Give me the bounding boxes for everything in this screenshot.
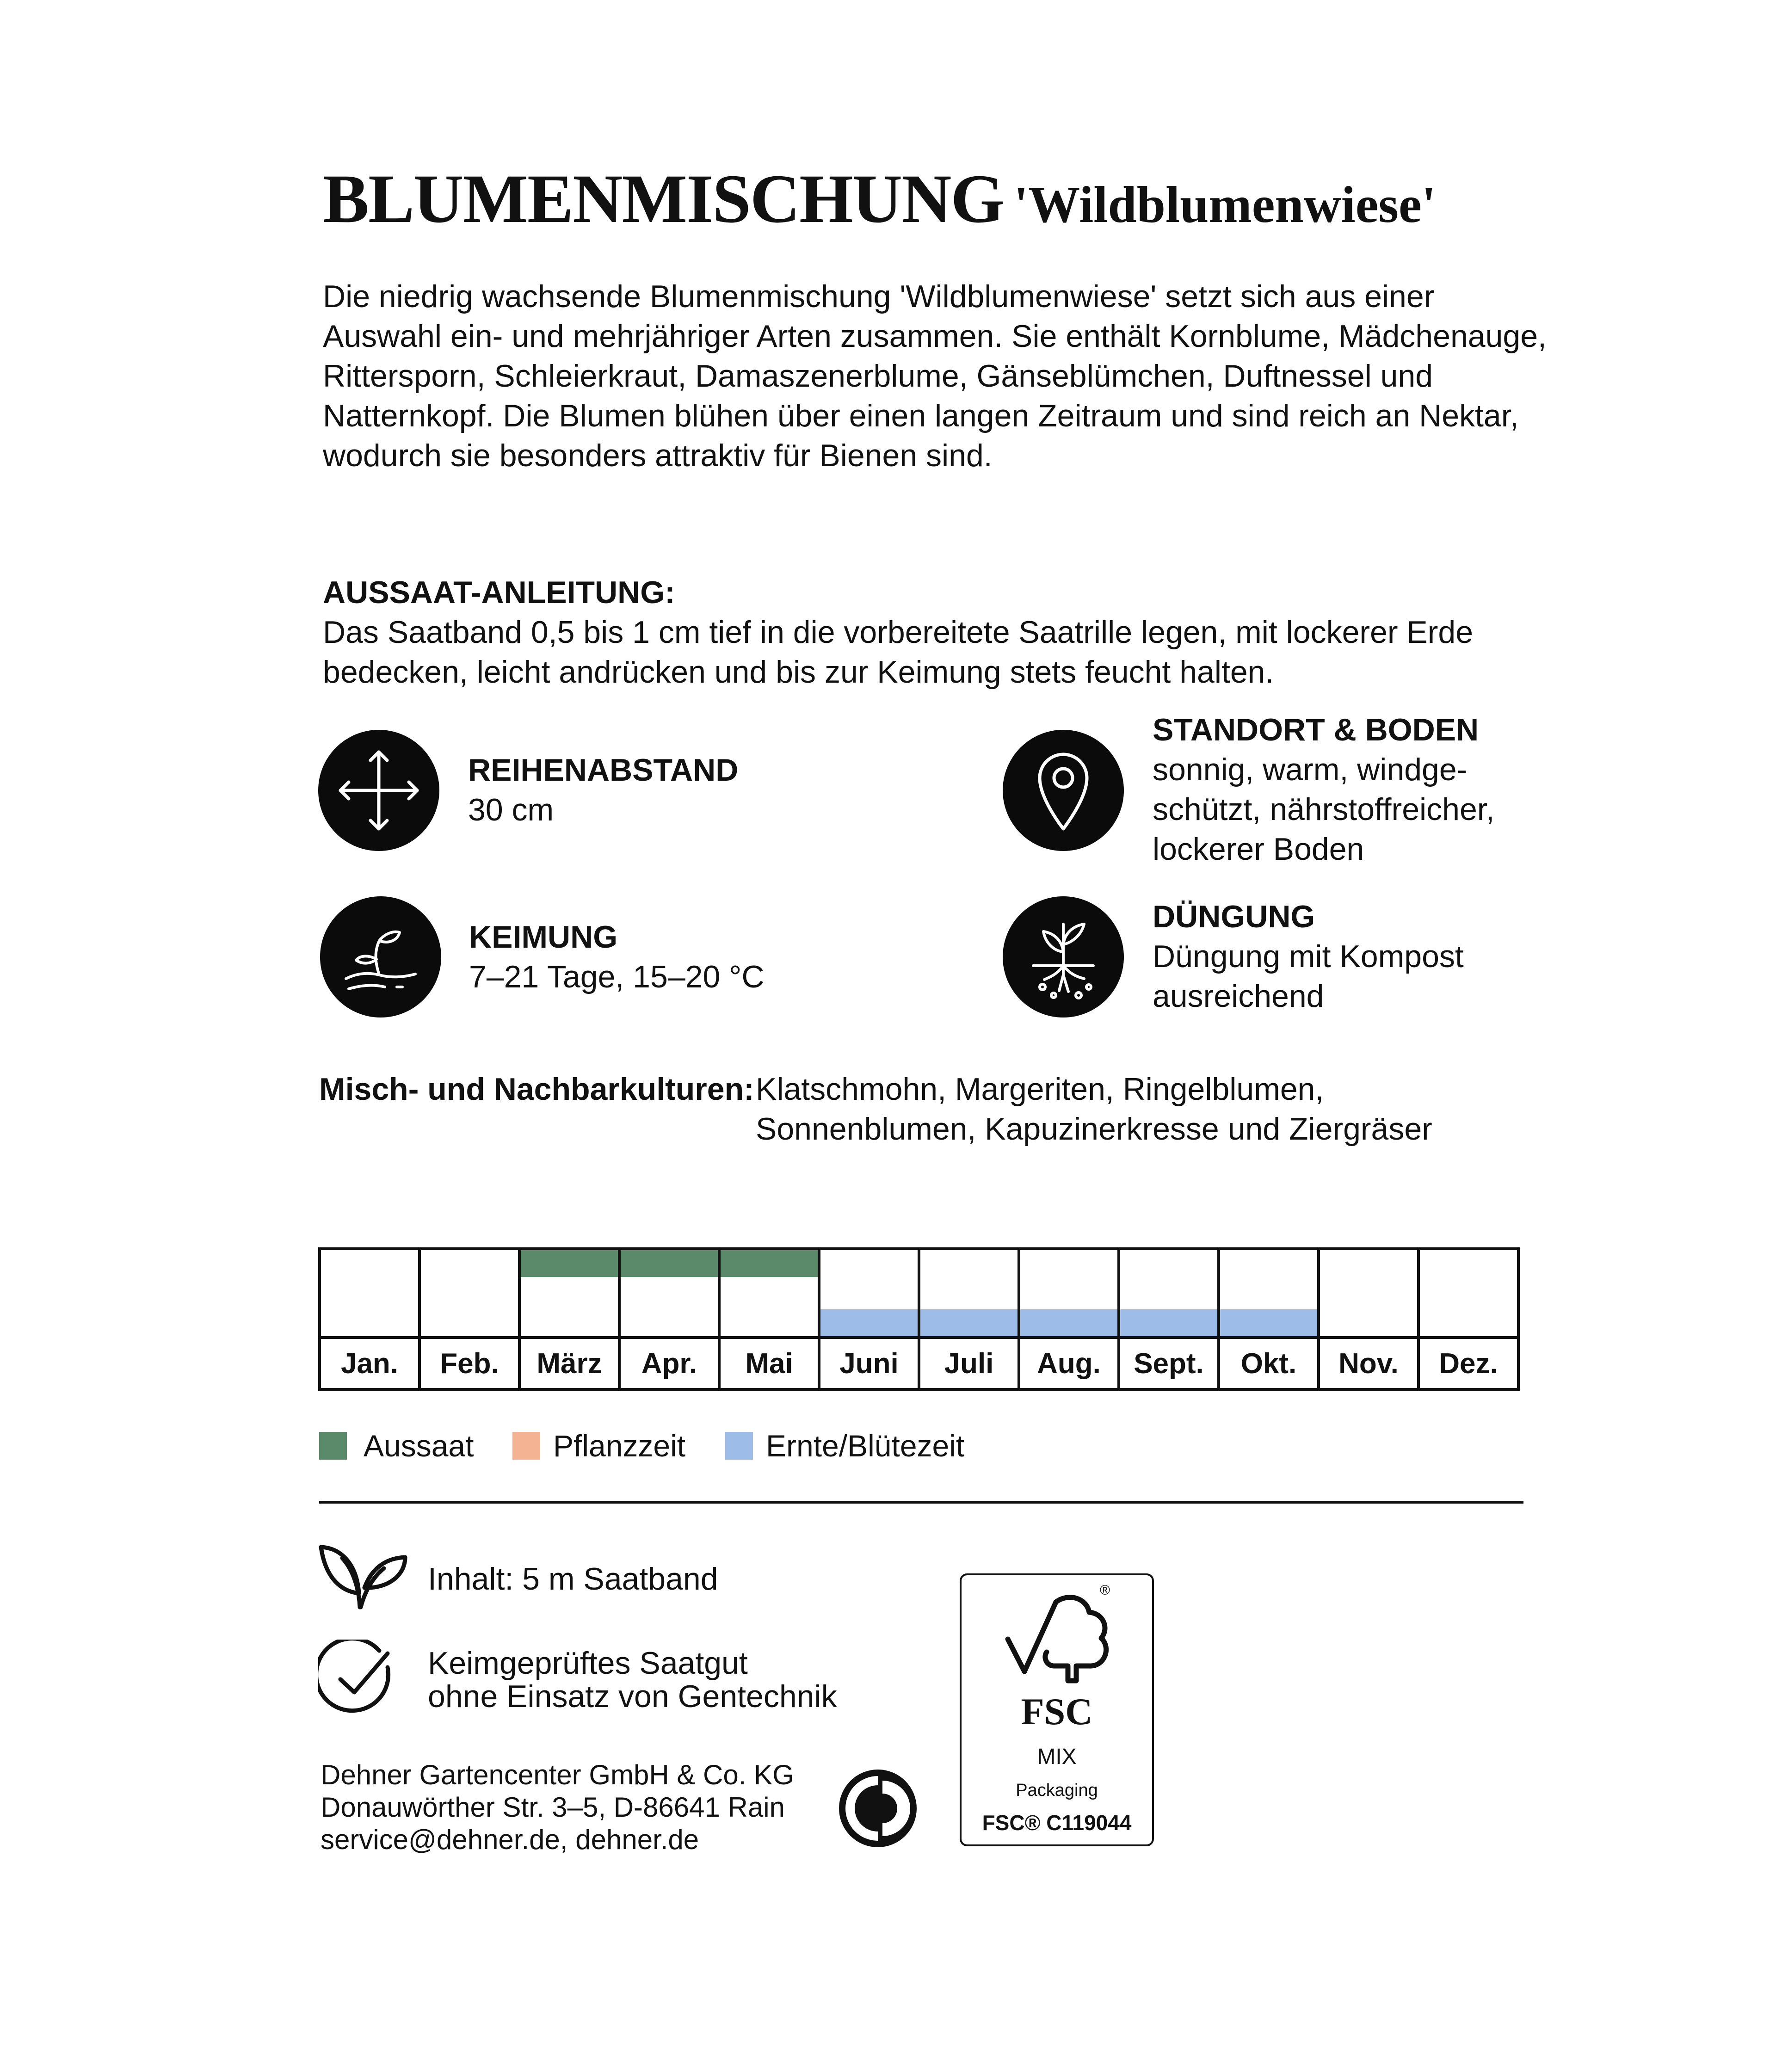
row-spacing-value: 30 cm	[468, 792, 554, 827]
companion-line: Sonnenblumen, Kapuzinerkresse und Ziergräser	[756, 1111, 1432, 1147]
move-arrows-icon	[318, 730, 439, 851]
legend-label: Aussaat	[364, 1429, 474, 1463]
sowing-period-bar	[521, 1250, 618, 1277]
fertilizer-info	[1153, 897, 1464, 1016]
location-info	[1153, 710, 1495, 869]
month-label: Dez.	[1418, 1338, 1518, 1389]
legend-swatch-sowing	[319, 1432, 347, 1460]
bloom-period-bar	[1020, 1309, 1117, 1336]
sowing-line: bedecken, leicht andrücken und bis zur Keimung stets feucht halten.	[323, 654, 1274, 690]
plant-roots-icon	[1003, 896, 1124, 1018]
calendar-cell	[1418, 1249, 1518, 1338]
leaf-icon	[314, 1538, 412, 1616]
sprout-icon	[320, 896, 441, 1018]
sowing-period-bar	[621, 1250, 718, 1277]
calendar-cell	[419, 1249, 519, 1338]
month-label: Juni	[819, 1338, 919, 1389]
location-line: lockerer Boden	[1153, 832, 1364, 867]
germination-value: 7–21 Tage, 15–20 °C	[469, 959, 765, 994]
quality-line: ohne Einsatz von Gentechnik	[428, 1679, 837, 1714]
calendar-cell	[719, 1249, 819, 1338]
intro-text	[323, 277, 1572, 475]
calendar-cell	[619, 1249, 719, 1338]
product-title	[323, 160, 1436, 237]
legend-swatch-bloom	[725, 1432, 753, 1460]
fertilizer-line: Düngung mit Kompost	[1153, 939, 1464, 974]
sowing-instructions	[323, 573, 1572, 692]
sowing-heading: AUSSAAT-ANLEITUNG:	[323, 575, 675, 610]
calendar-cell	[1319, 1249, 1418, 1338]
companion-label: Misch- und Nachbarkulturen:	[319, 1072, 754, 1107]
calendar-cell	[1019, 1249, 1119, 1338]
fertilizer-line: ausreichend	[1153, 979, 1324, 1014]
month-label: Jan.	[320, 1338, 419, 1389]
address-line: service@dehner.de, dehner.de	[321, 1824, 699, 1855]
intro-line: Die niedrig wachsende Blumenmischung 'Wildblumenwiese' setzt sich aus einer	[323, 279, 1435, 314]
product-title-main: BLUMENMISCHUNG	[323, 160, 1004, 237]
location-line: schützt, nährstoffreicher,	[1153, 792, 1495, 827]
sowing-period-bar	[721, 1250, 818, 1277]
companion-values	[756, 1069, 1496, 1149]
month-label: März	[519, 1338, 619, 1389]
legend-label: Pflanzzeit	[553, 1429, 686, 1463]
intro-line: Natternkopf. Die Blumen blühen über einen langen Zeitraum und sind reich an Nektar,	[323, 398, 1519, 433]
row-spacing-heading: REIHENABSTAND	[468, 752, 739, 788]
fsc-packaging: Packaging	[1016, 1781, 1098, 1800]
month-label: Okt.	[1219, 1338, 1319, 1389]
germination-heading: KEIMUNG	[469, 919, 618, 955]
calendar-cell	[1219, 1249, 1319, 1338]
month-label: Juli	[919, 1338, 1019, 1389]
fsc-label	[960, 1573, 1154, 1846]
calendar-cell	[919, 1249, 1019, 1338]
intro-line: Auswahl ein- und mehrjähriger Arten zusammen. Sie enthält Kornblume, Mädchenauge,	[323, 319, 1547, 354]
calendar-cell	[1119, 1249, 1219, 1338]
sowing-line: Das Saatband 0,5 bis 1 cm tief in die vorbereitete Saatrille legen, mit lockerer Erde	[323, 615, 1474, 650]
companion-line: Klatschmohn, Margeriten, Ringelblumen,	[756, 1072, 1324, 1107]
seasonal-calendar	[318, 1247, 1520, 1391]
location-pin-icon	[1003, 730, 1124, 851]
fsc-license: FSC® C119044	[982, 1811, 1132, 1835]
calendar-cell	[519, 1249, 619, 1338]
bloom-period-bar	[1120, 1309, 1217, 1336]
legend-swatch-planting	[512, 1432, 540, 1460]
calendar-bars-row	[320, 1249, 1518, 1338]
fsc-tree-check-icon	[999, 1588, 1123, 1695]
calendar-cell	[819, 1249, 919, 1338]
row-spacing-info	[468, 750, 738, 830]
product-title-variety: 'Wildblumenwiese'	[1014, 176, 1436, 234]
quality-line: Keimgeprüftes Saatgut	[428, 1646, 748, 1681]
quality-claim	[428, 1646, 837, 1713]
intro-line: wodurch sie besonders attraktiv für Bienen sind.	[323, 438, 993, 473]
month-label: Sept.	[1119, 1338, 1219, 1389]
fsc-mix: MIX	[1037, 1745, 1077, 1769]
month-label: Aug.	[1019, 1338, 1119, 1389]
location-heading: STANDORT & BODEN	[1153, 712, 1479, 747]
legend-label: Ernte/Blütezeit	[766, 1429, 965, 1463]
company-address	[321, 1759, 794, 1856]
green-dot-recycling-icon	[836, 1767, 919, 1850]
month-label: Nov.	[1319, 1338, 1418, 1389]
bloom-period-bar	[820, 1309, 918, 1336]
bloom-period-bar	[1220, 1309, 1317, 1336]
bloom-period-bar	[920, 1309, 1018, 1336]
month-label: Feb.	[419, 1338, 519, 1389]
month-label: Apr.	[619, 1338, 719, 1389]
fsc-registered: ®	[1099, 1583, 1110, 1598]
month-label: Mai	[719, 1338, 819, 1389]
content-amount: Inhalt: 5 m Saatband	[428, 1561, 718, 1597]
fertilizer-heading: DÜNGUNG	[1153, 899, 1315, 934]
address-line: Dehner Gartencenter GmbH & Co. KG	[321, 1759, 794, 1790]
calendar-cell	[320, 1249, 419, 1338]
calendar-months-row	[320, 1338, 1518, 1389]
divider	[319, 1501, 1523, 1504]
location-line: sonnig, warm, windge-	[1153, 752, 1468, 787]
address-line: Donauwörther Str. 3–5, D-86641 Rain	[321, 1792, 785, 1823]
intro-line: Rittersporn, Schleierkraut, Damaszenerblume, Gänseblümchen, Duftnessel und	[323, 358, 1433, 394]
germination-info	[469, 917, 764, 997]
fsc-brand: FSC	[1021, 1690, 1093, 1733]
checkmark-circle-icon	[318, 1640, 397, 1718]
